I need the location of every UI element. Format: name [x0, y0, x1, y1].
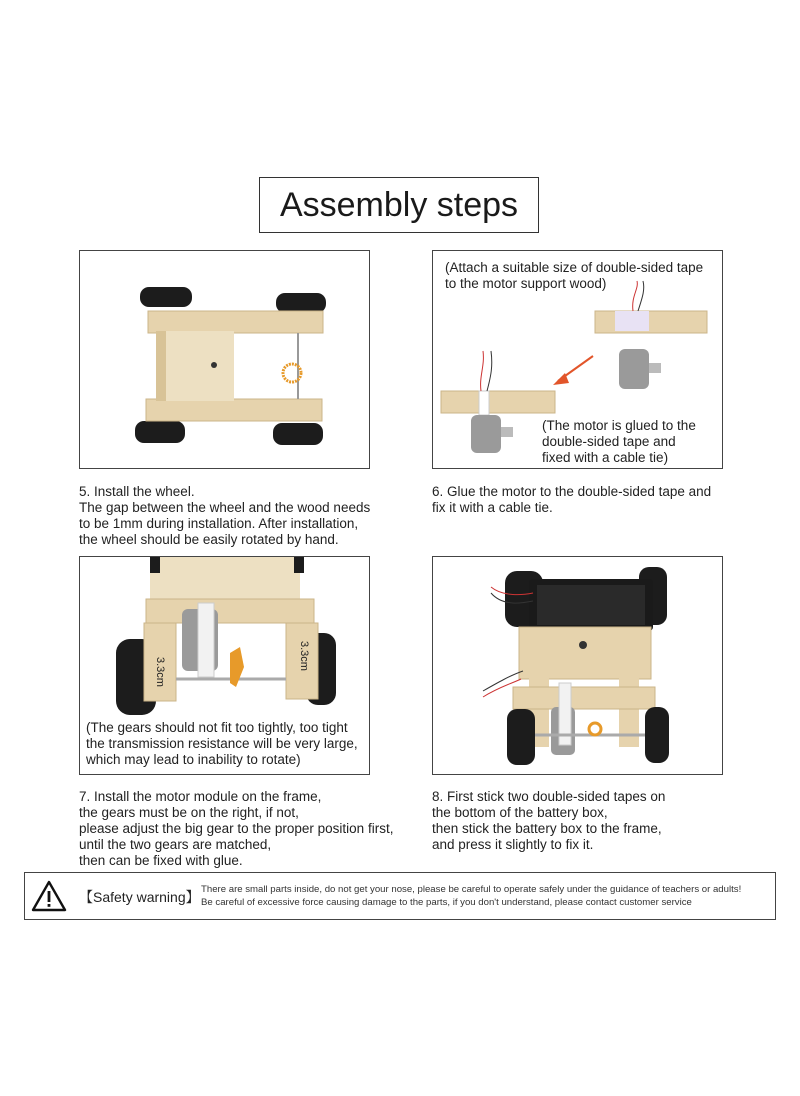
- step6-caption: [432, 484, 711, 516]
- caption-line: until the two gears are matched,: [79, 837, 272, 852]
- caption-line: 8. First stick two double-sided tapes on: [432, 789, 666, 804]
- note-line: (The gears should not fit too tightly, too tight: [86, 720, 348, 735]
- caption-line: the gears must be on the right, if not,: [79, 805, 299, 820]
- battery-box-on-frame-illustration: [433, 557, 723, 775]
- caption-line: 7. Install the motor module on the frame,: [79, 789, 322, 804]
- page-title: Assembly steps: [259, 177, 539, 233]
- step8-caption: [432, 789, 665, 853]
- right-measurement-label: 3.3cm: [298, 641, 310, 671]
- note-line: double-sided tape and: [542, 434, 676, 449]
- caption-line: the wheel should be easily rotated by hand.: [79, 532, 339, 547]
- note-line: (Attach a suitable size of double-sided tape: [445, 260, 704, 275]
- caption-line: fix it with a cable tie.: [432, 500, 553, 515]
- step5-photo: [79, 250, 370, 469]
- safety-warning-label: 【Safety warning】: [79, 889, 200, 905]
- step6-photo: [432, 250, 723, 469]
- caption-line: 6. Glue the motor to the double-sided tape and: [432, 484, 712, 499]
- note-line: fixed with a cable tie): [542, 450, 669, 465]
- left-measurement-label: 3.3cm: [154, 657, 166, 687]
- caption-line: please adjust the big gear to the proper position first,: [79, 821, 394, 836]
- caption-line: then can be fixed with glue.: [79, 853, 243, 868]
- caption-line: then stick the battery box to the frame,: [432, 821, 662, 836]
- note-line: (The motor is glued to the: [542, 418, 696, 433]
- step5-caption: [79, 484, 370, 548]
- car-frame-with-wheels-illustration: [80, 251, 370, 469]
- caption-line: and press it slightly to fix it.: [432, 837, 594, 852]
- warning-triangle-icon: [31, 880, 67, 912]
- note-line: the transmission resistance will be very large,: [86, 736, 358, 751]
- safety-warning-box: [24, 872, 776, 920]
- caption-line: the bottom of the battery box,: [432, 805, 608, 820]
- caption-line: The gap between the wheel and the wood needs: [79, 500, 371, 515]
- step8-photo: [432, 556, 723, 775]
- note-line: which may lead to inability to rotate): [86, 752, 301, 767]
- warning-line: There are small parts inside, do not get your nose, please be careful to operate safely under the guidance of teachers or adults!: [201, 884, 742, 895]
- caption-line: 5. Install the wheel.: [79, 484, 195, 499]
- step7-caption: [79, 789, 393, 869]
- caption-line: to be 1mm during installation. After installation,: [79, 516, 359, 531]
- note-line: to the motor support wood): [445, 276, 607, 291]
- step7-photo: [79, 556, 370, 775]
- warning-line: Be careful of excessive force causing damage to the parts, if you don't understand, please contact customer service: [201, 897, 692, 908]
